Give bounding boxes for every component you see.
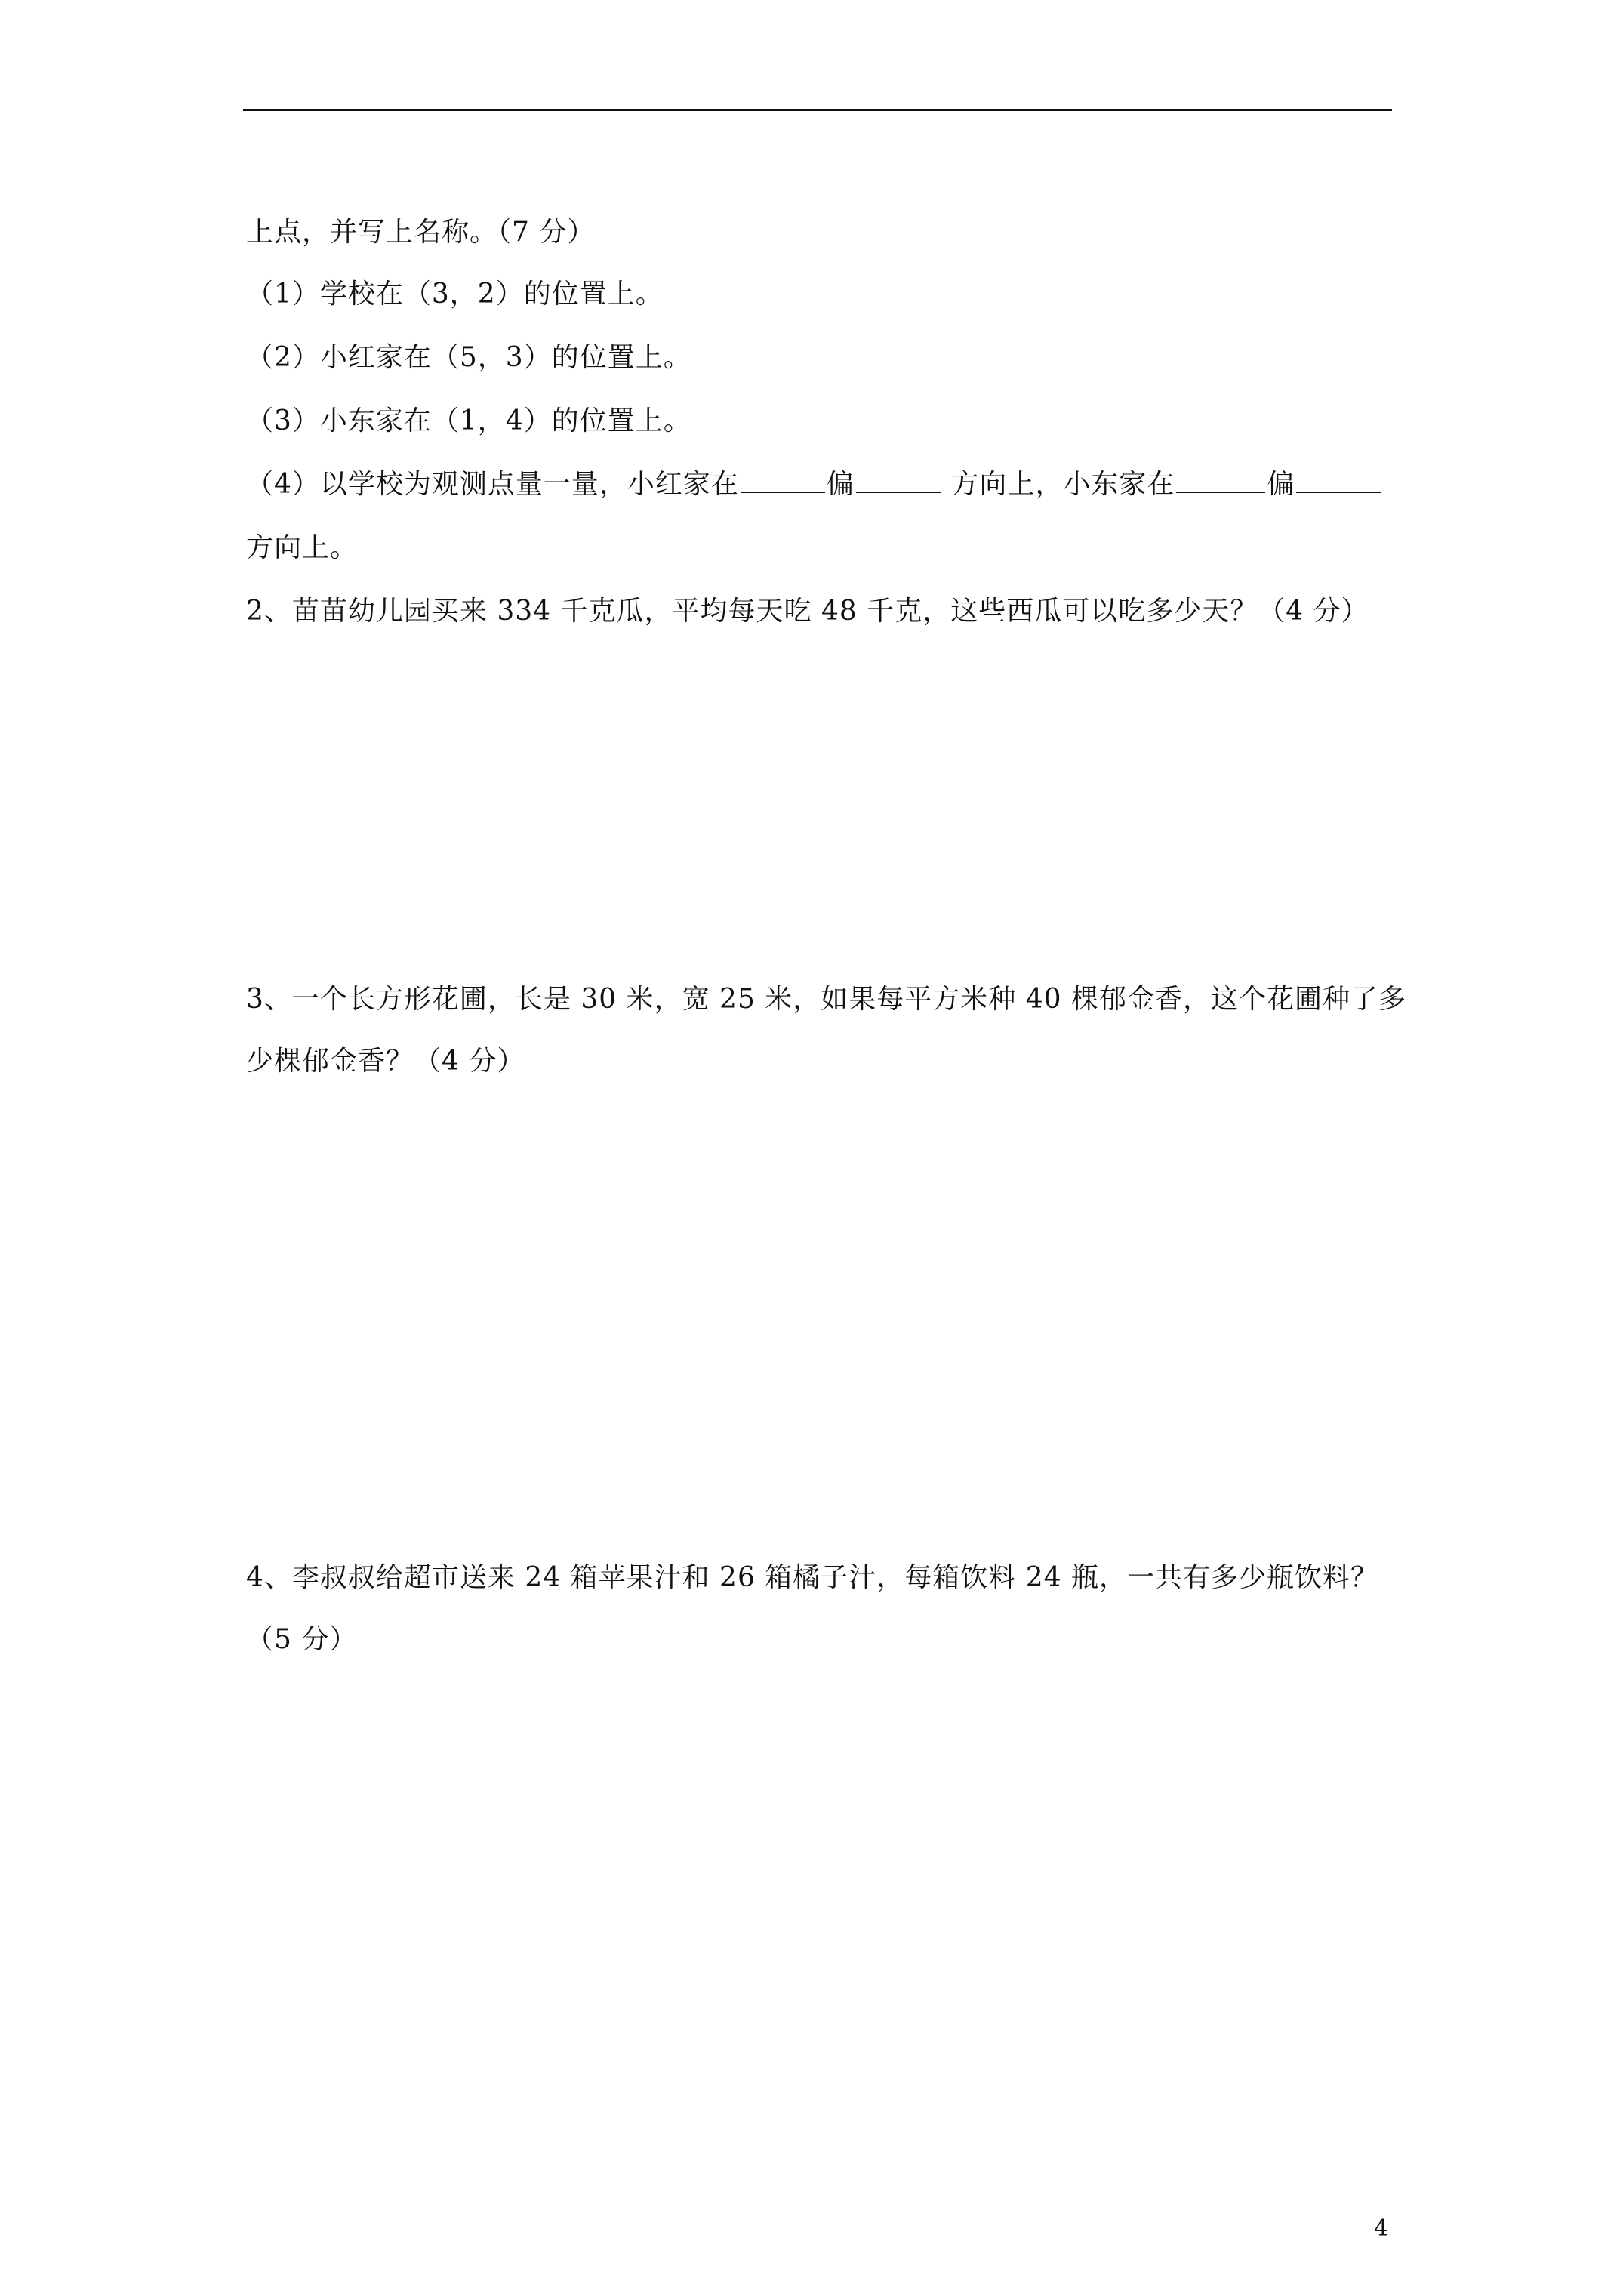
question-3-line-1: 3、一个长方形花圃，长是 30 米，宽 25 米，如果每平方米种 40 棵郁金香，这个花圃种了多 [246,984,1406,1015]
answer-blank-direction-1[interactable] [741,469,825,493]
sub-question-1: （1）学校在（3，2）的位置上。 [246,279,664,310]
sub-question-2: （2）小红家在（5，3）的位置上。 [246,342,691,373]
sub-question-4-continuation: 方向上。 [246,532,359,563]
answer-blank-direction-2[interactable] [856,469,941,493]
answer-blank-direction-3[interactable] [1176,469,1265,493]
question-4-line-1: 4、李叔叔给超市送来 24 箱苹果汁和 26 箱橘子汁，每箱饮料 24 瓶，一共有多少瓶饮料？ [246,1562,1378,1593]
sub4-text-c: 方向上，小东家在 [941,469,1175,500]
sub-question-4 [246,467,1382,503]
question-4-line-2: （5 分） [246,1624,358,1655]
sub4-text-d: 偏 [1267,469,1295,500]
sub4-text-a: （4）以学校为观测点量一量，小红家在 [246,469,739,500]
page-number: 4 [1374,2215,1389,2242]
question-3-line-2: 少棵郁金香？（4 分） [246,1046,525,1077]
intro-line: 上点，并写上名称。（7 分） [246,217,596,248]
question-2: 2、苗苗幼儿园买来 334 千克瓜，平均每天吃 48 千克，这些西瓜可以吃多少天？（4 分） [246,596,1369,627]
header-rule [243,109,1392,111]
sub4-text-b: 偏 [826,469,855,500]
sub-question-3: （3）小东家在（1，4）的位置上。 [246,405,691,436]
answer-blank-direction-4[interactable] [1296,469,1381,493]
